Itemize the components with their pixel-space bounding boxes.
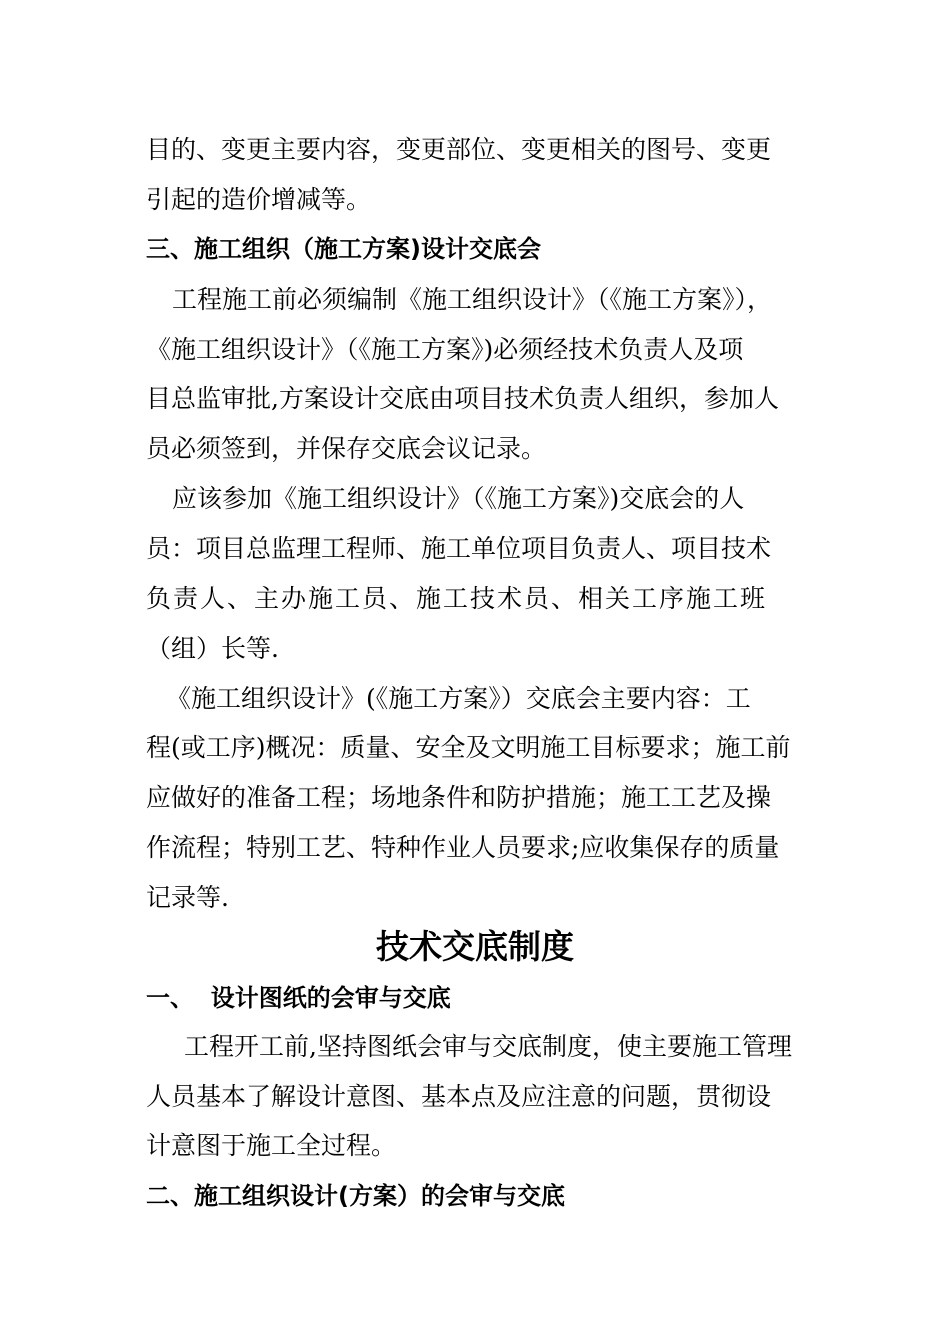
section-heading-3: 三、施工组织（施工方案)设计交底会 [146, 235, 541, 263]
paragraph-line: 员必须签到，并保存交底会议记录。 [146, 434, 547, 463]
paragraph-line: 工程开工前,坚持图纸会审与交底制度，使主要施工管理 [184, 1032, 792, 1061]
paragraph-line: 负责人、主办施工员、施工技术员、相关工序施工班 [146, 584, 768, 613]
paragraph-line: 工程施工前必须编制《施工组织设计》（《施工方案》）， [172, 285, 773, 314]
paragraph-line: 《施工组织设计》（《施工方案》)必须经技术负责人及项 [146, 335, 744, 364]
paragraph-line: 目的、变更主要内容，变更部位、变更相关的图号、变更 [146, 135, 772, 164]
paragraph-line: 程(或工序)概况：质量、安全及文明施工目标要求；施工前 [146, 733, 791, 762]
section-heading-2: 二、施工组织设计(方案）的会审与交底 [146, 1182, 565, 1210]
paragraph-line: 计意图于施工全过程。 [146, 1131, 397, 1160]
paragraph-line: 记录等. [146, 883, 229, 912]
paragraph-line: （组）长等. [146, 634, 279, 663]
paragraph-line: 目总监审批,方案设计交底由项目技术负责人组织，参加人 [146, 384, 779, 413]
section-heading-1: 一、 设计图纸的会审与交底 [146, 984, 451, 1012]
section-title: 技术交底制度 [376, 927, 574, 966]
paragraph-line: 引起的造价增减等。 [146, 185, 372, 214]
paragraph-line: 应该参加《施工组织设计》（《施工方案》)交底会的人 [172, 484, 745, 513]
paragraph-line: 员：项目总监理工程师、施工单位项目负责人、项目技术 [146, 534, 772, 563]
paragraph-line: 作流程；特别工艺、特种作业人员要求;应收集保存的质量 [146, 833, 780, 862]
paragraph-line: 《施工组织设计》(《施工方案》）交底会主要内容：工 [166, 684, 751, 713]
paragraph-line: 人员基本了解设计意图、基本点及应注意的问题，贯彻设 [146, 1082, 772, 1111]
paragraph-line: 应做好的准备工程；场地条件和防护措施；施工工艺及操 [146, 783, 772, 812]
